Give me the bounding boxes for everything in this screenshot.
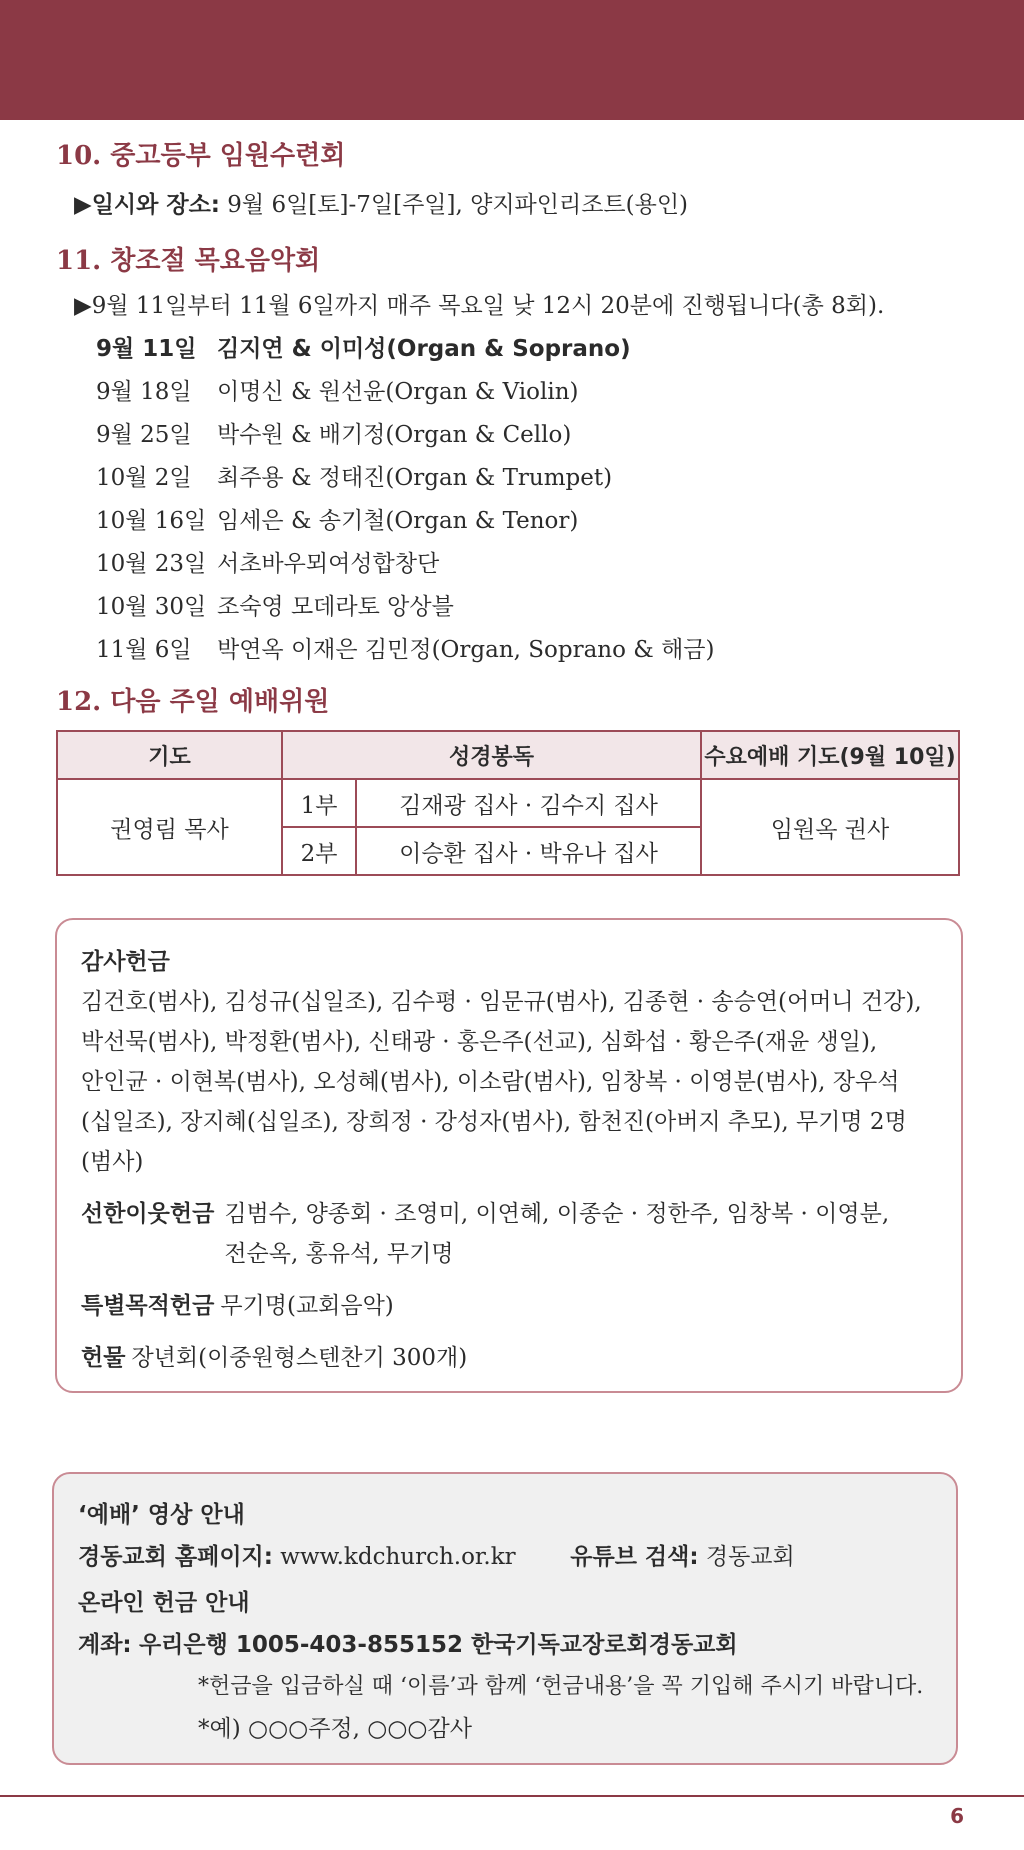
neighbor-offering-names <box>224 1194 889 1274</box>
concert-item <box>96 414 968 457</box>
concert-date: 10월 23일 <box>96 551 207 577</box>
reader-names: 김재광 집사 · 김수지 집사 <box>356 779 701 827</box>
concert-item <box>96 586 968 629</box>
neighbor-offering-label: 선한이웃헌금 <box>81 1201 215 1227</box>
concert-item <box>96 500 968 543</box>
section-10-title: 10. 중고등부 임원수련회 <box>56 141 346 171</box>
section-11 <box>56 243 968 672</box>
goods-offering-text: 장년회(이중원형스텐찬기 300개) <box>131 1345 468 1371</box>
neighbor-line: 전순옥, 홍유석, 무기명 <box>224 1241 454 1267</box>
offering-example: *예) ○○○주정, ○○○감사 <box>198 1716 472 1742</box>
concert-date: 11월 6일 <box>96 637 192 663</box>
goods-offering <box>81 1338 937 1378</box>
section-11-intro: ▶9월 11일부터 11월 6일까지 매주 목요일 낮 12시 20분에 진행됩니다(총 8회). <box>74 293 885 319</box>
section-10-label: ▶일시와 장소: <box>74 192 220 218</box>
concert-date: 10월 16일 <box>96 508 207 534</box>
table-row <box>57 779 959 827</box>
thanks-line: 김건호(범사), 김성규(십일조), 김수평 · 임문규(범사), 김종현 · 송승연(어머니 건강), <box>81 989 922 1015</box>
concert-desc: 임세은 & 송기철(Organ & Tenor) <box>217 508 579 534</box>
homepage-row <box>78 1536 932 1578</box>
offering-note: *헌금을 입금하실 때 ‘이름’과 함께 ‘헌금내용’을 꼭 기입해 주시기 바랍니다. <box>198 1674 924 1699</box>
header-prayer: 기도 <box>57 731 282 779</box>
concert-desc: 박연옥 이재은 김민정(Organ, Soprano & 해금) <box>217 637 715 663</box>
video-guide-title: ‘예배’ 영상 안내 <box>78 1502 245 1528</box>
concert-item <box>96 629 968 672</box>
special-offering-text: 무기명(교회음악) <box>220 1293 394 1319</box>
special-offering <box>81 1286 937 1326</box>
concert-list <box>56 328 968 672</box>
page-number: 6 <box>950 1804 964 1828</box>
concert-desc: 김지연 & 이미성(Organ & Soprano) <box>217 336 631 362</box>
header-reading: 성경봉독 <box>282 731 701 779</box>
section-12 <box>56 684 968 876</box>
goods-offering-label: 헌물 <box>81 1345 126 1371</box>
youtube-search-text: 경동교회 <box>705 1544 795 1570</box>
info-box <box>52 1472 958 1765</box>
thanks-line: 안인균 · 이현복(범사), 오성혜(범사), 이소람(범사), 임창복 · 이영분(범사), 장우석 <box>81 1069 900 1095</box>
wed-prayer-name: 임원옥 권사 <box>701 779 959 875</box>
footer-divider <box>0 1795 1024 1797</box>
concert-item <box>96 328 968 371</box>
neighbor-line: 김범수, 양종회 · 조영미, 이연혜, 이종순 · 정한주, 임창복 · 이영분, <box>224 1201 890 1227</box>
concert-desc: 최주용 & 정태진(Organ & Trumpet) <box>217 465 613 491</box>
header-wed-prayer: 수요예배 기도(9월 10일) <box>701 731 959 779</box>
online-offering-title-row <box>78 1582 932 1624</box>
thanks-line: 박선묵(범사), 박정환(범사), 신태광 · 홍은주(선교), 심화섭 · 황은주(재윤 생일), <box>81 1029 878 1055</box>
concert-date: 9월 18일 <box>96 379 192 405</box>
worship-committee-table <box>56 730 960 876</box>
account-text: 우리은행 1005-403-855152 한국기독교장로회경동교회 <box>138 1632 738 1658</box>
section-11-title: 11. 창조절 목요음악회 <box>56 246 321 276</box>
concert-desc: 조숙영 모데라토 앙상블 <box>217 594 454 620</box>
neighbor-offering <box>81 1194 937 1274</box>
thanks-line: (십일조), 장지혜(십일조), 장희정 · 강성자(범사), 함천진(아버지 추모), 무기명 2명 <box>81 1109 907 1135</box>
service-part: 1부 <box>282 779 356 827</box>
concert-date: 10월 2일 <box>96 465 192 491</box>
section-10-text: 9월 6일[토]-7일[주일], 양지파인리조트(용인) <box>227 192 689 218</box>
account-row <box>78 1624 932 1666</box>
video-guide-title-row <box>78 1494 932 1536</box>
header-bar <box>0 0 1024 120</box>
section-10 <box>56 138 968 227</box>
concert-date: 9월 25일 <box>96 422 192 448</box>
section-12-title: 12. 다음 주일 예배위원 <box>56 687 330 717</box>
concert-desc: 박수원 & 배기정(Organ & Cello) <box>217 422 572 448</box>
concert-desc: 이명신 & 원선윤(Organ & Violin) <box>217 379 579 405</box>
table-header-row <box>57 731 959 779</box>
service-part: 2부 <box>282 827 356 875</box>
concert-date: 10월 30일 <box>96 594 207 620</box>
special-offering-label: 특별목적헌금 <box>81 1293 215 1319</box>
concert-item <box>96 457 968 500</box>
main-content <box>56 138 968 876</box>
concert-date: 9월 11일 <box>96 336 197 362</box>
online-offering-title: 온라인 헌금 안내 <box>78 1590 250 1616</box>
offering-box <box>55 918 963 1393</box>
homepage-label: 경동교회 홈페이지: <box>78 1544 273 1570</box>
thanks-line: (범사) <box>81 1149 144 1175</box>
concert-item <box>96 371 968 414</box>
homepage-url[interactable]: www.kdchurch.or.kr <box>280 1544 516 1570</box>
youtube-label: 유튜브 검색: <box>570 1544 699 1570</box>
section-10-detail <box>56 184 968 227</box>
account-label: 계좌: <box>78 1632 132 1658</box>
prayer-name: 권영림 목사 <box>57 779 282 875</box>
thanks-offering-list <box>81 982 937 1182</box>
concert-item <box>96 543 968 586</box>
reader-names: 이승환 집사 · 박유나 집사 <box>356 827 701 875</box>
thanks-offering-title: 감사헌금 <box>81 949 170 975</box>
concert-desc: 서초바우뫼여성합창단 <box>217 551 440 577</box>
